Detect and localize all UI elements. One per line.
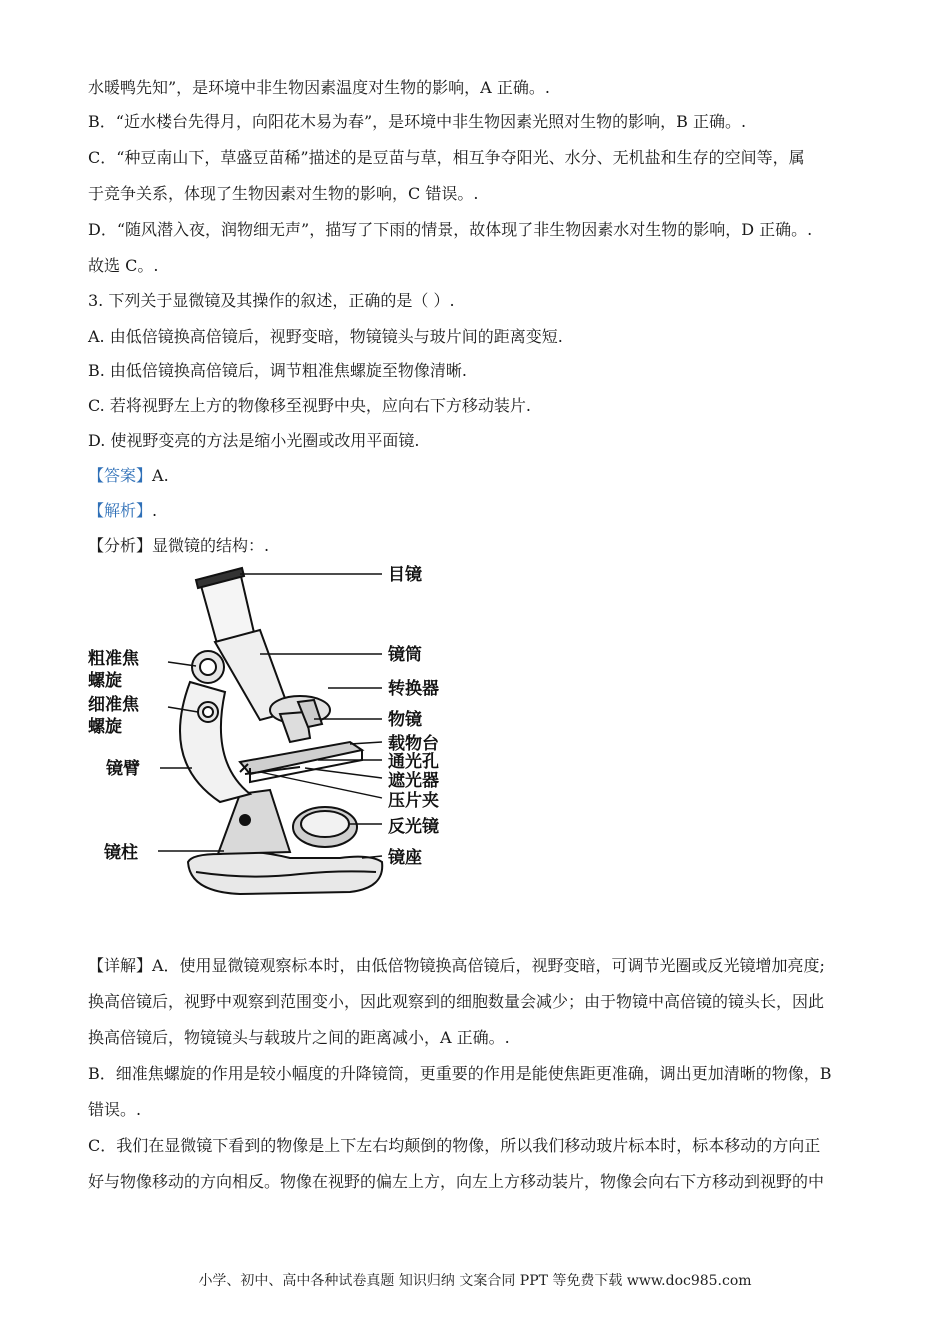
detail-line: 换高倍镜后，物镜镜头与载玻片之间的距离减小，A 正确。. [88, 1028, 510, 1047]
detail-line: 换高倍镜后，视野中观察到范围变小，因此观察到的细胞数量会减少；由于物镜中高倍镜的镜头长，因此 [88, 992, 825, 1011]
text-line: 于竞争关系，体现了生物因素对生物的影响，C 错误。. [88, 184, 479, 203]
text-line: 故选 C。. [88, 256, 159, 275]
question-stem: 3. 下列关于显微镜及其操作的叙述，正确的是（ ）. [88, 291, 455, 310]
analysis-tag: 【解析】 [88, 501, 153, 520]
label-objective: 物镜 [388, 710, 422, 730]
detail-line: 错误。. [88, 1100, 142, 1119]
label-clip: 压片夹 [388, 791, 439, 811]
text-line: D．“随风潜入夜，润物细无声”，描写了下雨的情景，故体现了非生物因素水对生物的影响，D 正确。. [88, 220, 813, 239]
analysis-line [88, 501, 157, 521]
text-line: 水暖鸭先知”，是环境中非生物因素温度对生物的影响，A 正确。. [88, 78, 550, 97]
label-fine-adjust-2: 螺旋 [88, 717, 122, 737]
text-line: C．“种豆南山下，草盛豆苗稀”描述的是豆苗与草，相互争夺阳光、水分、无机盐和生存的空间等，属 [88, 148, 805, 167]
detail-line: 好与物像移动的方向相反。物像在视野的偏左上方，向左上方移动装片，物像会向右下方移动到视野的中 [88, 1172, 825, 1191]
text-line: B．“近水楼台先得月，向阳花木易为春”，是环境中非生物因素光照对生物的影响，B 正确。. [88, 112, 747, 131]
label-arm: 镜臂 [106, 759, 140, 779]
option-d: D. 使视野变亮的方法是缩小光圈或改用平面镜. [88, 431, 420, 450]
answer-line [88, 466, 169, 486]
label-fine-adjust-1: 细准焦 [88, 695, 139, 715]
label-light-hole: 通光孔 [388, 752, 439, 772]
label-base: 镜座 [388, 848, 422, 868]
label-pillar: 镜柱 [104, 843, 138, 863]
fenxi-line: 【分析】显微镜的结构：. [88, 536, 270, 555]
label-diaphragm: 遮光器 [388, 771, 439, 791]
answer-value: A. [152, 466, 169, 485]
option-a: A. 由低倍镜换高倍镜后，视野变暗，物镜镜头与玻片间的距离变短. [88, 327, 563, 346]
label-eyepiece: 目镜 [388, 565, 422, 585]
page-footer: 小学、初中、高中各种试卷真题 知识归纳 文案合同 PPT 等免费下载 www.doc985.com [198, 1273, 752, 1289]
answer-tag: 【答案】 [88, 466, 153, 485]
label-stage: 载物台 [388, 734, 439, 754]
label-tube: 镜筒 [388, 645, 422, 665]
analysis-value: . [152, 501, 158, 520]
label-mirror: 反光镜 [388, 817, 439, 837]
label-coarse-adjust-2: 螺旋 [88, 671, 122, 691]
label-coarse-adjust-1: 粗准焦 [88, 649, 139, 669]
detail-line: C．我们在显微镜下看到的物像是上下左右均颠倒的物像，所以我们移动玻片标本时，标本移动的方向正 [88, 1136, 821, 1155]
microscope-diagram [88, 562, 460, 902]
option-b: B. 由低倍镜换高倍镜后，调节粗准焦螺旋至物像清晰. [88, 361, 468, 380]
detail-line: B．细准焦螺旋的作用是较小幅度的升降镜筒，更重要的作用是能使焦距更准确，调出更加清晰的物像，B [88, 1064, 832, 1083]
detail-line: 【详解】A．使用显微镜观察标本时，由低倍物镜换高倍镜后，视野变暗，可调节光圈或反光镜增加亮度; [88, 956, 825, 975]
option-c: C. 若将视野左上方的物像移至视野中央，应向右下方移动装片. [88, 396, 531, 415]
label-converter: 转换器 [388, 679, 439, 699]
